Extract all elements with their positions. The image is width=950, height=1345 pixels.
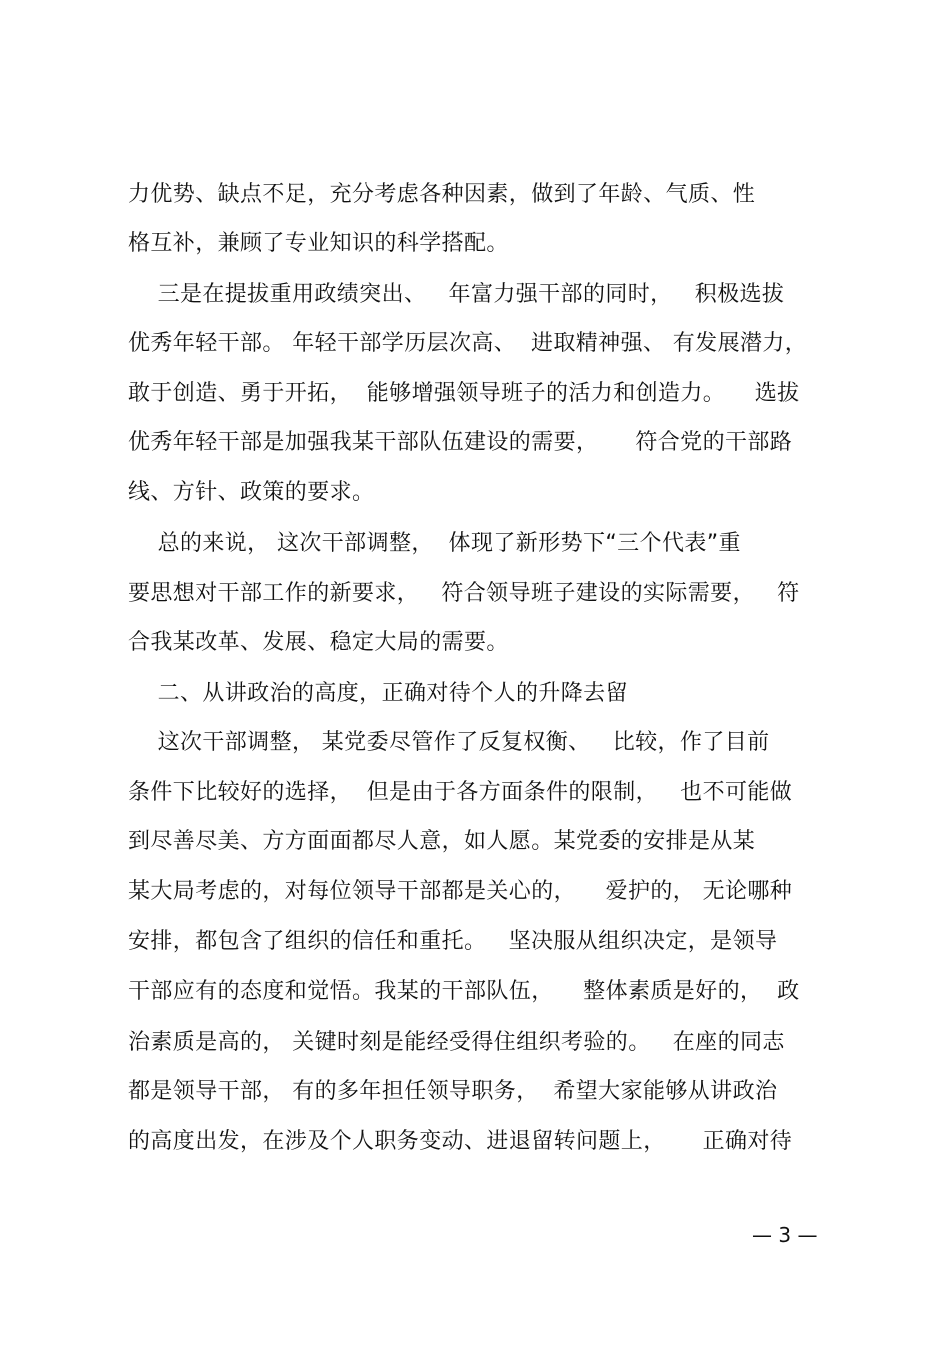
body-text-line: 治素质是高的， 关键时刻是能经受得住组织考验的。 在座的同志 [128, 1030, 785, 1055]
body-text-line: 到尽善尽美、方方面面都尽人意，如人愿。某党委的安排是从某 [128, 829, 756, 854]
section-heading: 二、从讲政治的高度，正确对待个人的升降去留 [128, 681, 628, 706]
body-text-line: 三是在提拔重用政绩突出、 年富力强干部的同时， 积极选拔 [128, 282, 785, 307]
body-text-line: 要思想对干部工作的新要求， 符合领导班子建设的实际需要， 符 [128, 581, 800, 606]
body-text-line: 格互补，兼顾了专业知识的科学搭配。 [128, 231, 509, 256]
body-text-line: 优秀年轻干部。 年轻干部学历层次高、 进取精神强、 有发展潜力， [128, 331, 808, 356]
body-text-line: 总的来说， 这次干部调整， 体现了新形势下“三个代表”重 [128, 531, 741, 556]
body-text-line: 安排，都包含了组织的信任和重托。 坚决服从组织决定，是领导 [128, 929, 778, 954]
body-text-line: 敢于创造、勇于开拓， 能够增强领导班子的活力和创造力。 选拔 [128, 381, 800, 406]
body-text-line: 都是领导干部， 有的多年担任领导职务， 希望大家能够从讲政治 [128, 1079, 778, 1104]
body-text-line: 线、方针、政策的要求。 [128, 480, 375, 505]
body-text-line: 这次干部调整， 某党委尽管作了反复权衡、 比较，作了目前 [128, 730, 770, 755]
body-text-line: 的高度出发，在涉及个人职务变动、进退留转问题上， 正确对待 [128, 1129, 793, 1154]
body-text-line: 条件下比较好的选择， 但是由于各方面条件的限制， 也不可能做 [128, 780, 793, 805]
body-text-line: 合我某改革、发展、稳定大局的需要。 [128, 630, 509, 655]
body-text-line: 干部应有的态度和觉悟。我某的干部队伍， 整体素质是好的， 政 [128, 979, 800, 1004]
body-text-line: 某大局考虑的，对每位领导干部都是关心的， 爱护的， 无论哪种 [128, 879, 793, 904]
page-number: — 3 — [752, 1223, 818, 1247]
body-text-line: 优秀年轻干部是加强我某干部队伍建设的需要， 符合党的干部路 [128, 430, 793, 455]
body-text-line: 力优势、缺点不足，充分考虑各种因素，做到了年龄、气质、性 [128, 182, 756, 207]
